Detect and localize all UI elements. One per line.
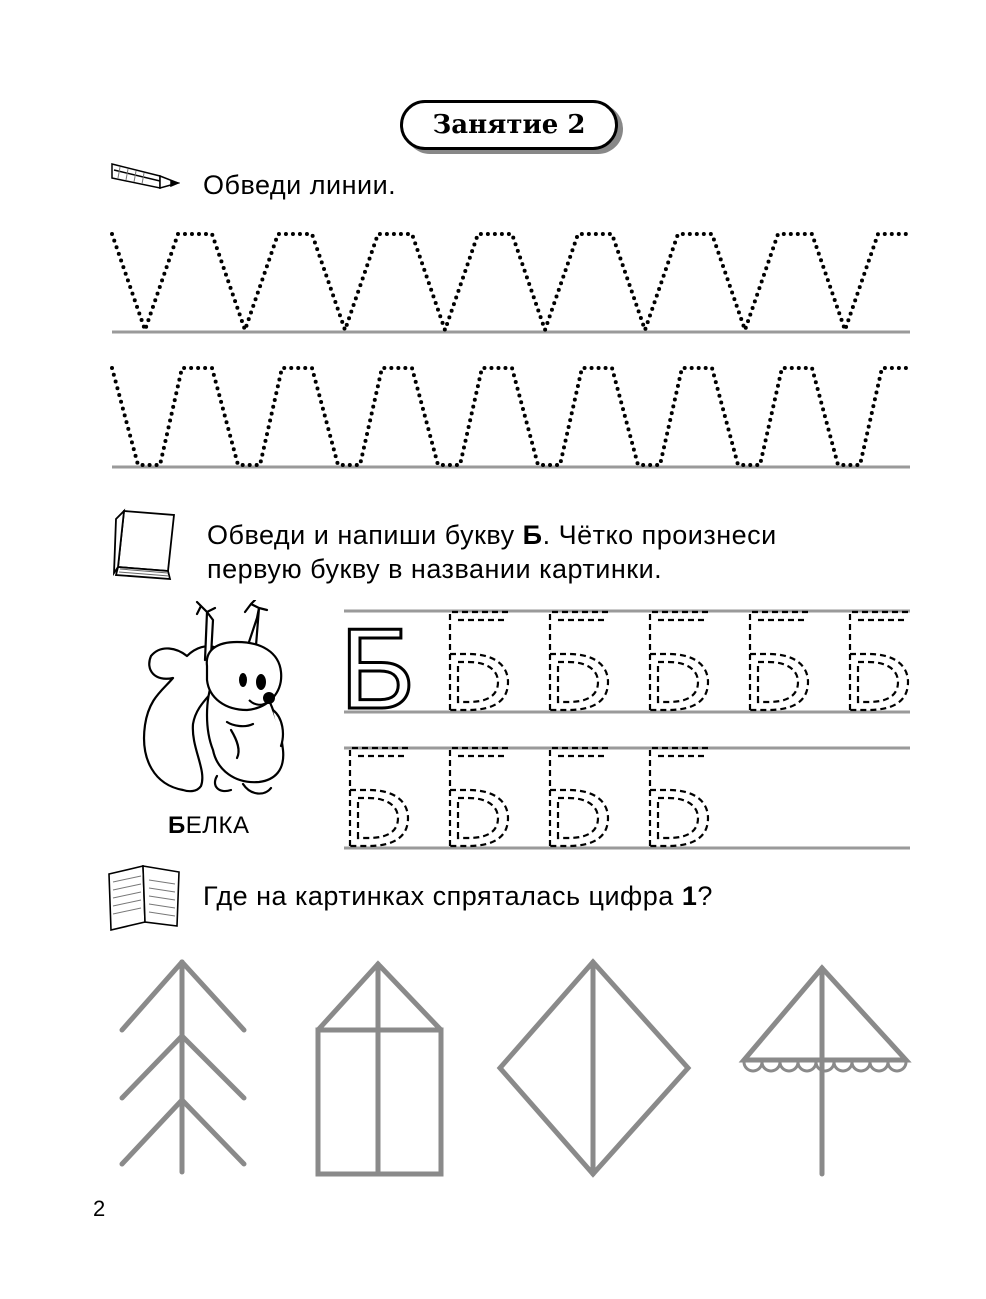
kite-figure bbox=[500, 962, 688, 1174]
pencil-icon bbox=[108, 158, 180, 194]
dashed-letter bbox=[550, 748, 608, 846]
dashed-letter bbox=[450, 748, 508, 846]
dashed-letter bbox=[450, 612, 508, 710]
lesson-title-box bbox=[400, 100, 618, 150]
task2-line2: первую букву в названии картинки. bbox=[207, 554, 663, 584]
dotted-zigzag-pattern bbox=[112, 234, 910, 330]
dashed-letter bbox=[550, 612, 608, 710]
dashed-letter bbox=[650, 748, 708, 846]
dashed-letter bbox=[350, 748, 408, 846]
dashed-letter bbox=[650, 612, 708, 710]
book-icon bbox=[110, 505, 180, 583]
dotted-trapezoid-pattern bbox=[112, 368, 910, 465]
picture-caption: БЕЛКА bbox=[168, 812, 250, 839]
house-figure bbox=[318, 964, 441, 1174]
task3-instruction: Где на картинках спряталась цифра 1? bbox=[203, 881, 713, 911]
lesson-title: Занятие 2 bbox=[432, 110, 586, 140]
page-number: 2 bbox=[93, 1196, 106, 1221]
umbrella-figure bbox=[744, 968, 906, 1174]
task2-letter: Б bbox=[522, 520, 543, 550]
dashed-letter bbox=[750, 612, 808, 710]
letter-tracing-area bbox=[330, 600, 930, 860]
task1-instruction: Обведи линии. bbox=[203, 170, 397, 200]
hidden-digit-figures bbox=[0, 950, 986, 1190]
dashed-letter bbox=[850, 612, 908, 710]
notebook-icon bbox=[105, 862, 183, 934]
tracing-lines-area bbox=[0, 215, 986, 485]
tree-figure bbox=[122, 962, 244, 1172]
task3-digit: 1 bbox=[681, 881, 698, 911]
sample-letter: Б bbox=[340, 606, 415, 733]
task2-instruction bbox=[207, 518, 777, 586]
squirrel-icon bbox=[135, 600, 300, 805]
task2-line1: Обведи и напиши букву Б. Чётко произнеси bbox=[207, 520, 777, 550]
